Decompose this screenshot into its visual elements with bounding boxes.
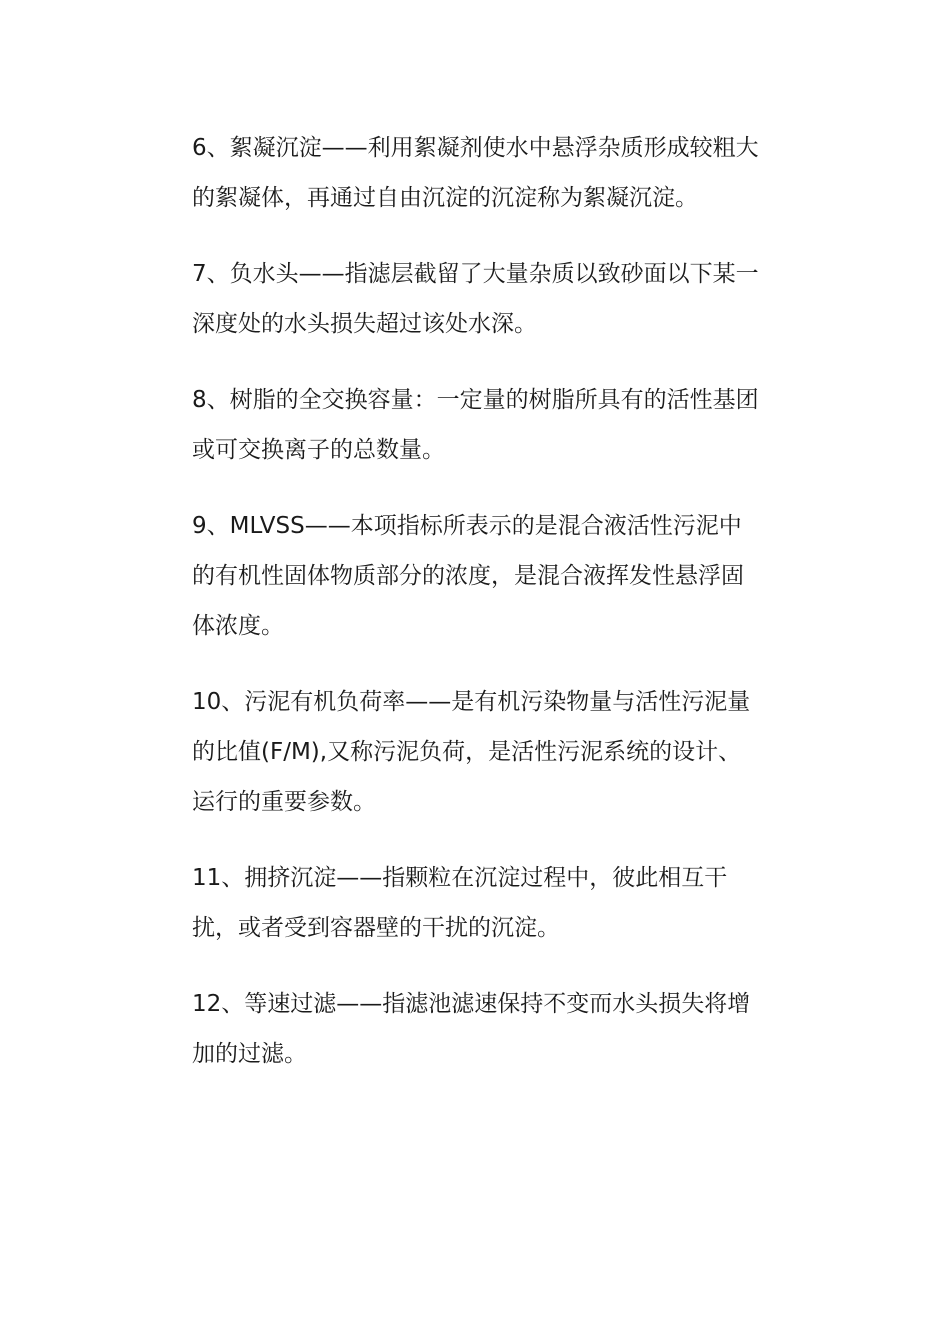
- definition-paragraph-7: 7、负水头——指滤层截留了大量杂质以致砂面以下某一深度处的水头损失超过该处水深。: [192, 261, 759, 337]
- definition-paragraph-12: 12、等速过滤——指滤池滤速保持不变而水头损失将增加的过滤。: [192, 991, 751, 1067]
- definition-paragraph-10: 10、污泥有机负荷率——是有机污染物量与活性污泥量的比值(F/M),又称污泥负荷，是活性污泥系统的设计、运行的重要参数。: [192, 689, 751, 815]
- definition-paragraph-8: 8、树脂的全交换容量：一定量的树脂所具有的活性基团或可交换离子的总数量。: [192, 387, 759, 463]
- definition-paragraph-11: 11、拥挤沉淀——指颗粒在沉淀过程中，彼此相互干扰，或者受到容器壁的干扰的沉淀。: [192, 865, 728, 941]
- definition-paragraph-9: 9、MLVSS——本项指标所表示的是混合液活性污泥中的有机性固体物质部分的浓度，是混合液挥发性悬浮固体浓度。: [192, 513, 744, 639]
- document-body: [192, 123, 762, 1105]
- definition-paragraph-6: 6、絮凝沉淀——利用絮凝剂使水中悬浮杂质形成较粗大的絮凝体，再通过自由沉淀的沉淀称为絮凝沉淀。: [192, 135, 759, 211]
